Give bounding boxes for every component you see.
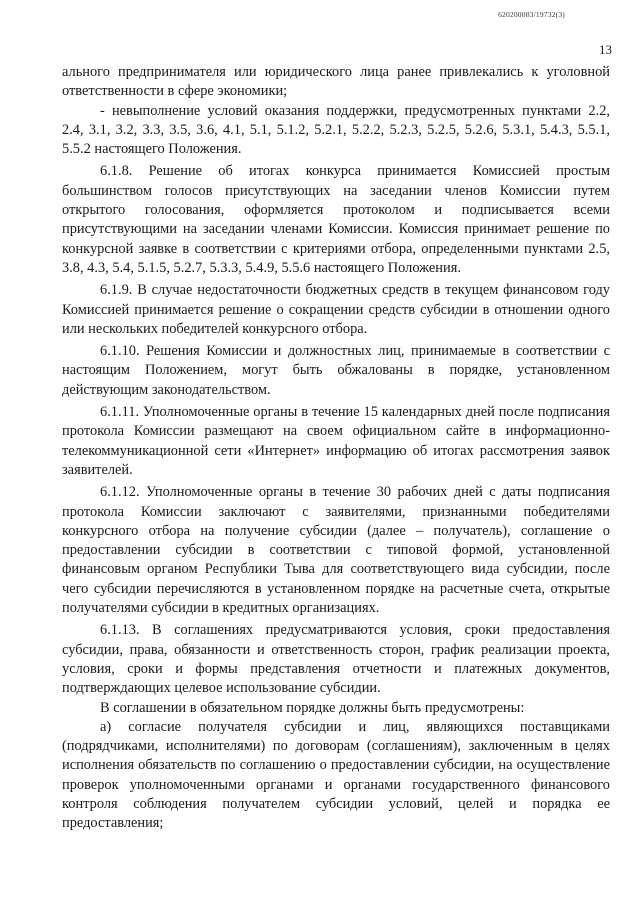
- paragraph-agreement-intro: В соглашении в обязательном порядке должны быть предусмотрены:: [100, 699, 525, 716]
- paragraph-item-a: а) согласие получателя субсидии и лиц, являющихся поставщиками (подрядчиками, исполнителями) по договорам (соглашениям), заключенным в целях исполнения обязательств по соглашению о предоставлении субсидии, на осуществление проверок уполномоченными органами и органами государственного финансового контроля соблюдения получателем субсидии условий, целей и порядка ее предоставления;: [62, 718, 610, 832]
- paragraph-violation-list: - невыполнение условий оказания поддержки, предусмотренных пунктами 2.2, 2.4, 3.1, 3.2, 3.3, 3.5, 3.6, 4.1, 5.1, 5.1.2, 5.2.1, 5.2.2, 5.2.3, 5.2.5, 5.2.6, 5.3.1, 5.4.3, 5.5.1, 5.5.2 настоящего Положения.: [62, 102, 610, 158]
- paragraph-6-1-13: 6.1.13. В соглашениях предусматриваются условия, сроки предоставления субсидии, права, обязанности и ответственность сторон, график реализации проекта, условия, сроки и формы представления отчетности и платежных документов, подтверждающих целевое использование субсидии.: [62, 622, 610, 697]
- page-number: 13: [599, 42, 612, 57]
- paragraph-6-1-9: 6.1.9. В случае недостаточности бюджетных средств в текущем финансовом году Комиссией принимается решение о сокращении средств субсидии в отношении одного или нескольких победителей конкурсного отбора.: [62, 282, 610, 337]
- paragraph-continuation: ального предпринимателя или юридического лица ранее привлекались к уголовной ответственности в сфере экономики;: [62, 64, 610, 100]
- paragraph-6-1-12: 6.1.12. Уполномоченные органы в течение 30 рабочих дней с даты подписания протокола Комиссии заключают с заявителями, признанными победителями конкурсного отбора на получение субсидии (далее – получатель), соглашение о предоставлении субсидии в соответствии с типовой формой, установленной финансовым органом Республики Тыва для соответствующего вида субсидии, после чего субсидии перечисляются в установленном порядке на расчетные счета, открытые получателями субсидии в кредитных организациях.: [62, 484, 610, 617]
- document-code: 620200083/19732(3): [498, 10, 565, 19]
- paragraph-6-1-8: 6.1.8. Решение об итогах конкурса принимается Комиссией простым большинством голосов присутствующих на заседании членов Комиссии путем открытого голосования, оформляется протоколом и подписывается всеми присутствующими на заседании членами Комиссии. Комиссия принимает решение по конкурсной заявке в соответствии с критериями отбора, определенными пунктами 2.5, 3.8, 4.3, 5.4, 5.1.5, 5.2.7, 5.3.3, 5.4.9, 5.5.6 настоящего Положения.: [62, 163, 610, 276]
- document-body: [62, 63, 610, 834]
- paragraph-6-1-11: 6.1.11. Уполномоченные органы в течение 15 календарных дней после подписания протокола Комиссии размещают на своем официальном сайте в информационно-телекоммуникационной сети «Интернет» информацию об итогах рассмотрения заявок заявителей.: [62, 404, 610, 478]
- paragraph-6-1-10: 6.1.10. Решения Комиссии и должностных лиц, принимаемые в соответствии с настоящим Положением, могут быть обжалованы в порядке, установленном действующим законодательством.: [62, 343, 610, 398]
